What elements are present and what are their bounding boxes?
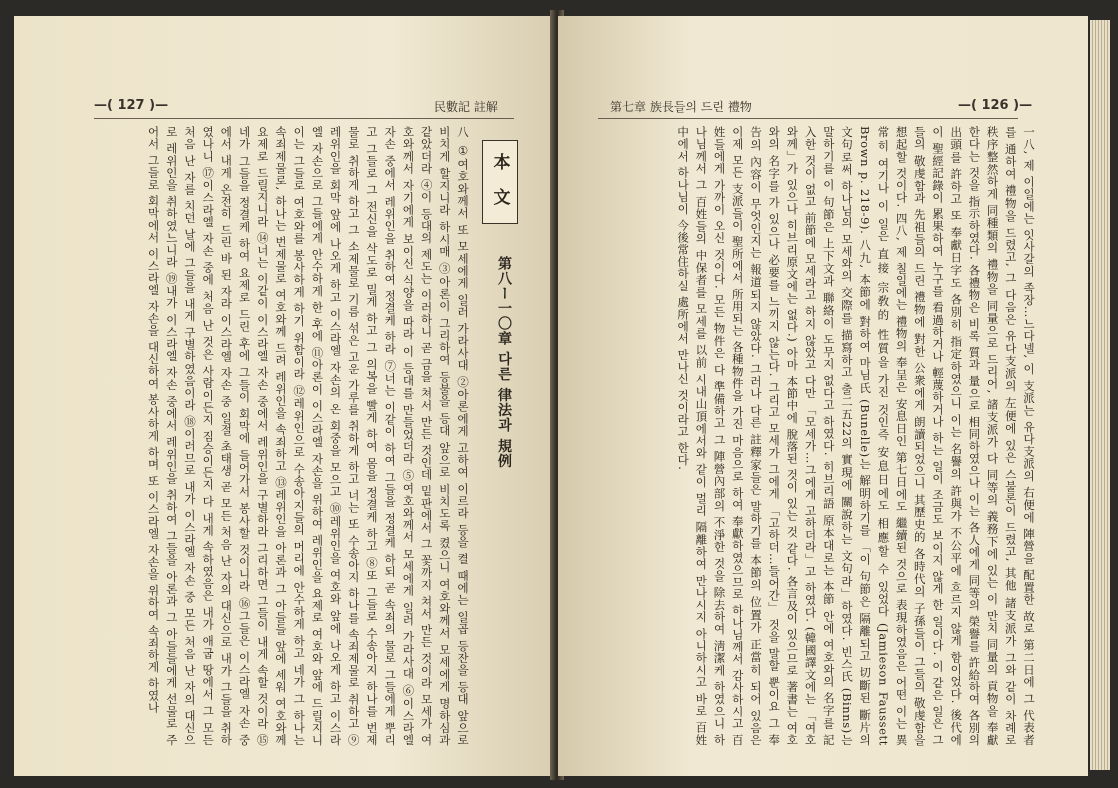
left-page-body-text: 八 ①여호와께서 또 모세에게 일러 가라사대 ②아론에게 고하여 이르라 등을 켤 때에는 일곱 등잔을 등대 앞으로 비치게 할지니라 하시매 ③아론이 그리하여 등불을 등대 앞으로 비치도록 켰으니 여호와께서 모세에게 명하심과 같았더라 ④이 등대의 제도는 이러하니 곧 금을 쳐서 만든 것인데 밑판에서 그 꽃까지 쳐서 만든 것이라 모세가 여호와께서 자기에게 보이신 식양을 따라 이 등대를 만들었더라 ⑤여호와께서 모세에게 일러 가라사대 ⑥이스라엘 자손 중에서 레위인을 취하여 정결케 하라 ⑦너는 이같이 하여 그들을 정결케 하되 곧 속죄의 물로 그들에게 뿌리고 그들로 그 전신을 삭도로 밀게 하고 그 의복을 빨게 하여 몸을 정결케 하고 ⑧또 그들로 수송아지 하나를 번제물로 취하게 하고 그 소제물로 기름 섞은 고운 가루를 취하게 하고 너는 또 수송아지 하나를 속죄제물로 취하고 ⑨레위인을 회막 앞에 나오게 하고 이스라엘 자손의 온 회중을 모으고 ⑩레위인을 여호와 앞에 나오게 하고 이스라엘 자손으로 그들에게 안수하게 한 후에 ⑪아론이 이스라엘 자손을 위하여 레위인을 요제로 여호와 앞에 드릴지니 이는 그들로 여호와를 봉사하게 하기 위함이라 ⑫레위인으로 수송아지들의 머리에 안수하게 하고 네가 그 하나는 속죄제물로, 하나는 번제물로 여호와께 드려 레위인을 속죄하고 ⑬레위인을 아론과 그 아들들 앞에 세워 여호와께 요제로 드릴지니라 ⑭너는 이같이 이스라엘 자손 중에서 레위인을 구별하라 그리하면 그들이 내게 속할 것이라 ⑮네가 그들을 정결케 하여 요제로 드린 후에 그들이 회막에 들어가서 봉사할 것이니라 ⑯그들은 이스라엘 자손 중에서 내게 온전히 드린 바 된 자라 이스라엘 자손 중 일절 초태생 곧 모든 처음 난 자의 대신으로 내가 그들을 취하였나니 ⑰이스라엘 자손 중에 처음 난 것은 사람이든지 짐승이든지 다 내게 속하였음은 내가 애굽 땅에서 그 모든 처음 난 자를 치던 날에 그들을 내게 구별하였음이라 ⑱이러므로 내가 이스라엘 자손 중 모든 처음 난 자의 대신으로 레위인을 취하였느니라 ⑲내가 이스라엘 자손 중에서 레위인을 취하여 그들을 아론과 그 아들들에게 선물로 주어서 그들로 회막에서 이스라엘 자손을 대신하여 봉사하게 하며 또 이스라엘 자손을 위하여 속죄하게 하였나: [146, 126, 470, 746]
header-rule-right: [598, 118, 1018, 119]
page-number-left: —( 127 )—: [94, 98, 169, 113]
running-title-left: 民數記 註解: [434, 100, 498, 114]
open-book: [14, 6, 1106, 784]
chapter-heading: 第八ー一〇章 다른 律法과 規例: [496, 256, 512, 469]
page-number-right: —( 126 )—: [958, 98, 1033, 113]
right-page: [558, 16, 1088, 776]
page-edges: [1090, 20, 1110, 770]
left-page: [14, 16, 554, 776]
running-title-right: 第七章 族長들의 드린 禮物: [610, 100, 752, 114]
header-rule-left: [94, 118, 514, 119]
right-page-body-text: 一八, 제 이일에는 잇사갈의 족장…느다넬, 이 支派는 유다支派의 右便에 陣營을 配置한 故로 第二日에 그 代表者를 通하여 禮物을 드렸고, 그 다음은 유다支派의 左便에 있은 스불론이 드렸고, 其他 諸支派가 그와 같이 차례로 秩序整然하게 同種類의 禮物을 同量으로 드리어, 諸支派가 다 同等의 義務下에 있는 이 만치 同量의 貢物을 奉獻한다는 것을 指示하였다. 各禮物은 비록 質과 量으로 相同하였으나 이는 各人에게 同等의 榮譽를 許給하여 各別의 出頭를 許하고 또 奉獻日字도 各別히 指定하였으니 이는 名譽의 許與가 不公平에 흐르지 않게 함이었다. 後代에 이 聖經記錄이 累果하여 누구를 看過하거나 輕蔑하거나 하는 일이 조금도 보이지 않게 한 일이다. 이 같은 일은 그들의 敬虔함과 先祖들의 드린 禮物에 對한 公衆에게 朗讀되었으니 其歷史的 各時代의 子孫들이 그들의 敬虔함을 想起할 것이다. 四八, 제 칠일에는 禮物의 奉呈은 安息日인 第七日에도 繼續된 것으로 表現하였음은 어떤 이는 異常히 여기나 이 일은 直接 宗敎的 性質을 가진 것인즉 安息日에도 相應할 수 있었다 (Jamieson Faussett Brown p. 218-9). 八九, 本節에 對하여 마님氏 (Bunelle)는 解明하기를 「이 句節은 隔離되고 切斷된 斷片의 文句로써 하나님의 모세와의 交際를 描寫하고 출二五22의 實現에 關說하는 文句라」하였다. 빈스氏 (Binns)는 말하기를 이 句節은 上下文과 聯絡이 도무지 없다고 하였다. 히브리語 原本대로는 本節 안에 여호와의 名字를 記入한 것이 없고 前節에 모세라고 하지 않았고 다만 「모세가…그에게 고하더라」고 하였다. (韓國譯文에는 「여호와께」가 있으나 히브리原文에는 없다.) 아마 本節中에 脫落된 것이 있는 것 같다. 各言及이 있으므로 著書는 여호와의 名字를 가 있으나 必要를 느끼지 않는다. 그리고 모세가 그에게 「고하더…들어간」 것을 말할 뿐이요 그 奉告의 內容이 무엇인지는 報道되지 않았다. 그러나 다른 註釋家들은 말하기를 本節의 位置가 正當히 되어 있음은 이제 모든 支派들이 聖所에서 所用되는 各種物件을 가진 마음으로 하여 奉獻하였으므로 하나님께서 감사하시고 百姓들에게 가까이 오신 것이다. 모든 物件은 다 準備하고 그 陣營內部의 不淨한 것을 除去하여 淸潔케 하였으니 하나님께서 그 百姓들의 中保者를 모세를 以前 시내山頂에서와 같이 멀리 隔離하여 만나시지 아니하시고 바로 百姓中에서 하나님이 今後常住하실 處所에서 만나신 것이라고 한다.: [676, 126, 1036, 746]
section-box-title: 本 文: [482, 140, 518, 224]
